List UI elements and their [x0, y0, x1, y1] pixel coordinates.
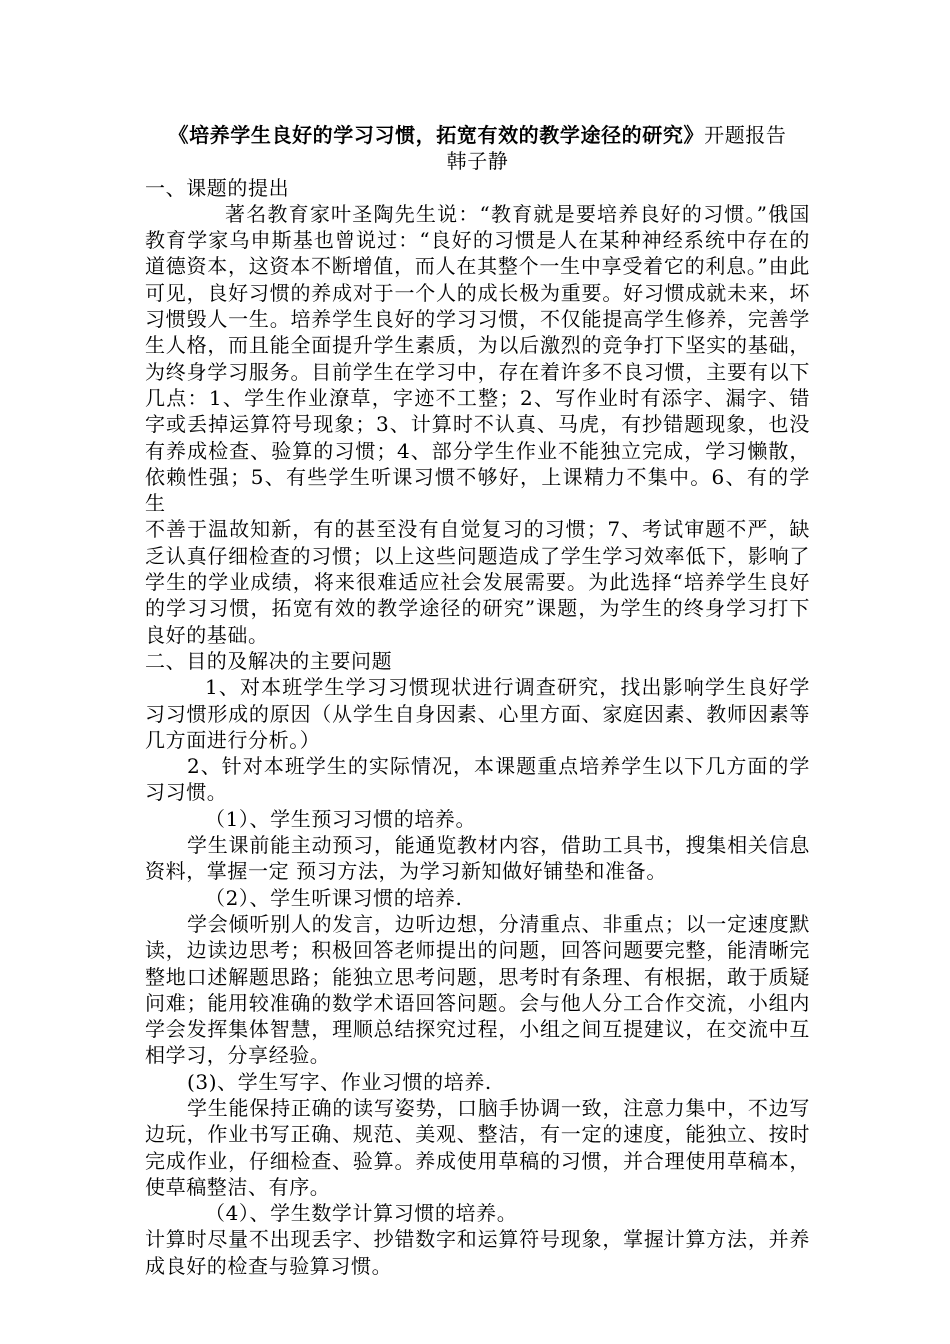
section-1-heading: 一、课题的提出 — [145, 175, 290, 200]
subsection-3-body: 学生能保持正确的读写姿势，口脑手协调一致，注意力集中，不边写边玩，作业书写正确、规范、美观、整洁，有一定的速度，能独立、按时完成作业，仔细检查、验算。养成使用草稿的习惯，并合理使用草稿本，使草稿整洁、有序。 — [145, 1095, 810, 1199]
section-2-paragraph-2: 2、针对本班学生的实际情况，本课题重点培养学生以下几方面的学习习惯。 — [145, 754, 810, 805]
subsection-3-heading: (3)、学生写字、作业习惯的培养. — [187, 1069, 492, 1094]
subsection-1-body: 学生课前能主动预习，能通览教材内容，借助工具书，搜集相关信息资料，掌握一定 预习方法，为学习新知做好铺垫和准备。 — [145, 833, 810, 884]
title-main: 《培养学生良好的学习习惯，拓宽有效的教学途径的研究》 — [168, 123, 705, 147]
subsection-2-body: 学会倾听别人的发言，边听边想，分清重点、非重点；以一定速度默读，边读边思考；积极回答老师提出的问题，回答问题要完整，能清晰完整地口述解题思路；能独立思考问题，思考时有条理、有根据，敢于质疑问难；能用较准确的数学术语回答问题。会与他人分工合作交流，小组内学会发挥集体智慧，理顺总结探究过程，小组之间互提建议，在交流中互相学习，分享经验。 — [145, 911, 810, 1068]
title-suffix: 开题报告 — [704, 123, 787, 147]
section-2-paragraph-1: 1、对本班学生学习习惯现状进行调查研究，找出影响学生良好学习习惯形成的原因（从学生自身因素、心里方面、家庭因素、教师因素等几方面进行分析。） — [145, 675, 810, 752]
subsection-2-heading: （2）、学生听课习惯的培养. — [205, 885, 463, 910]
subsection-4-heading: （4）、学生数学计算习惯的培养。 — [205, 1201, 518, 1226]
document-title — [145, 122, 810, 148]
section-2-heading: 二、目的及解决的主要问题 — [145, 648, 393, 673]
subsection-4-body: 计算时尽量不出现丢字、抄错数字和运算符号现象，掌握计算方法，并养成良好的检查与验算习惯。 — [145, 1227, 810, 1278]
section-1-paragraph-2: 不善于温故知新，有的甚至没有自觉复习的习惯；7、考试审题不严，缺乏认真仔细检查的习惯；以上这些问题造成了学生学习效率低下，影响了学生的学业成绩，将来很难适应社会发展需要。为此选择“培养学生良好的学习习惯，拓宽有效的教学途径的研究”课题，为学生的终身学习打下良好的基础。 — [145, 517, 810, 647]
section-1-paragraph-1: 著名教育家叶圣陶先生说：“教育就是要培养良好的习惯。”俄国教育学家乌申斯基也曾说过：“良好的习惯是人在某种神经系统中存在的道德资本，这资本不断增值，而人在其整个一生中享受着它的利息。”由此可见，良好习惯的养成对于一个人的成长极为重要。好习惯成就未来，坏习惯毁人一生。培养学生良好的学习习惯，不仅能提高学生修养，完善学生人格，而且能全面提升学生素质，为以后激烈的竞争打下坚实的基础，为终身学习服务。目前学生在学习中，存在着许多不良习惯，主要有以下几点：1、学生作业潦草，字迹不工整；2、写作业时有添字、漏字、错字或丢掉运算符号现象；3、计算时不认真、马虎，有抄错题现象，也没有养成检查、验算的习惯；4、部分学生作业不能独立完成，学习懒散，依赖性强；5、有些学生听课习惯不够好，上课精力不集中。6、有的学生 — [145, 201, 810, 516]
subsection-1-heading: （1）、学生预习习惯的培养。 — [205, 806, 477, 831]
document-body — [145, 122, 810, 1279]
author-name: 韩子静 — [446, 149, 509, 174]
